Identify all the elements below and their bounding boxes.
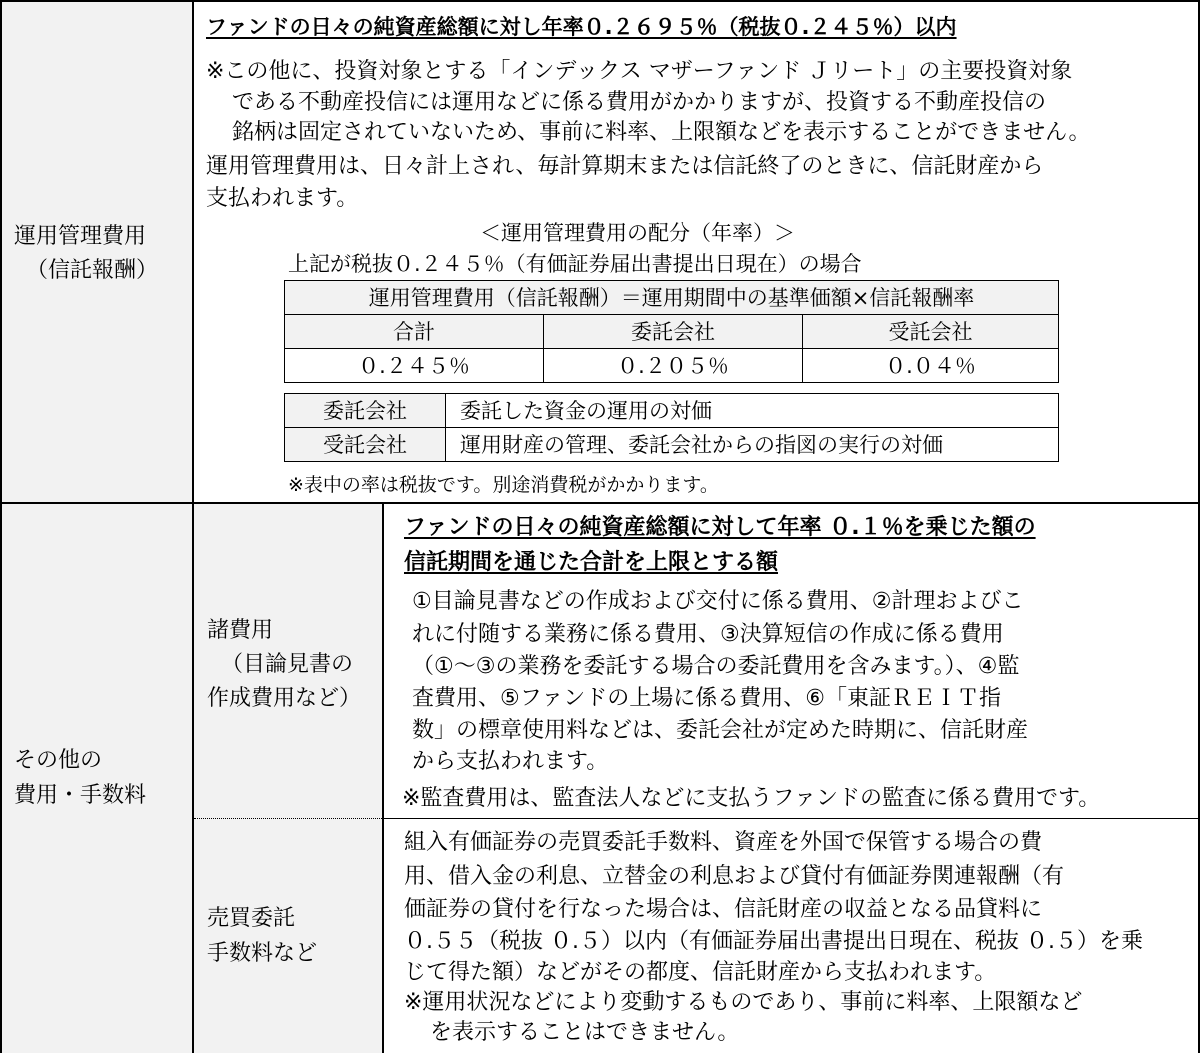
sub2-body-line-3: 価証券の貸付を行なった場合は、信託財産の収益となる品貸料に — [404, 897, 1043, 922]
sub2-body-line-5: じて得た額）などがその都度、信託財産から支払われます。 — [404, 960, 997, 985]
subrow-solid-divider — [384, 818, 1200, 819]
sub2-body-line-2: 用、借入金の利息、立替金の利息および貸付有価証券関連報酬（有 — [404, 864, 1065, 889]
sub1-label-line-2: （目論見書の — [221, 652, 354, 677]
sub1-label-line-3: 作成費用など） — [207, 686, 362, 711]
sub1-body-line-4: 査費用、⑤ファンドの上場に係る費用、⑥「東証ＲＥＩＴ指 — [412, 686, 1002, 711]
sub1-body-line-5: 数」の標章使用料などは、委託会社が定めた時期に、信託財産 — [412, 718, 1029, 743]
sub2-label-line-1: 売買委託 — [207, 906, 296, 931]
allocation-header-total: 合計 — [285, 315, 544, 349]
role-party: 委託会社 — [285, 394, 446, 428]
role-table — [284, 393, 1059, 462]
allocation-header-trustee: 受託会社 — [803, 315, 1059, 349]
row1-label-line-1: 運用管理費用 — [14, 224, 147, 249]
row2-sublabel-cell — [194, 504, 382, 1053]
table-footnote: ※表中の率は税抜です。別途消費税がかかります。 — [288, 474, 719, 496]
allocation-value-total: ０.２４５％ — [285, 349, 544, 383]
role-party: 受託会社 — [285, 428, 446, 462]
allocation-value-trustor: ０.２０５％ — [544, 349, 803, 383]
allocation-table — [284, 280, 1059, 383]
sub2-body-line-4: ０.５５（税抜 ０.５）以内（有価証券届出書提出日現在、税抜 ０.５）を乗 — [404, 929, 1143, 954]
sub1-note: ※監査費用は、監査法人などに支払うファンドの監査に係る費用です。 — [402, 786, 1101, 811]
sub1-heading-line-1: ファンドの日々の純資産総額に対して年率 ０.１％を乗じた額の — [404, 515, 1036, 540]
row2-label-line-1: その他の — [14, 748, 103, 773]
row2-label-cell — [0, 504, 193, 1053]
allocation-header-trustor: 委託会社 — [544, 315, 803, 349]
body-line-2: 支払われます。 — [206, 186, 359, 211]
sub1-body-line-6: から支払われます。 — [412, 749, 609, 774]
sub2-note-line-2: を表示することはできません。 — [430, 1020, 740, 1045]
body-line-1: 運用管理費用は、日々計上され、毎計算期末または信託終了のときに、信託財産から — [206, 154, 1044, 179]
row2-vertical-divider-2 — [382, 504, 384, 1053]
row2-label-line-2: 費用・手数料 — [14, 783, 147, 808]
allocation-title: ＜運用管理費用の配分（年率）＞ — [480, 221, 795, 245]
row1-label-line-2: （信託報酬） — [26, 258, 159, 283]
note-line-3: 銘柄は固定されていないため、事前に料率、上限額などを表示することができません。 — [232, 120, 1091, 145]
sub1-body-line-2: れに付随する業務に係る費用、③決算短信の作成に係る費用 — [412, 622, 1004, 647]
role-row — [285, 394, 1059, 428]
sub1-label-line-1: 諸費用 — [207, 618, 274, 643]
note-line-2: である不動産投信には運用などに係る費用がかかりますが、投資する不動産投信の — [232, 90, 1047, 115]
role-description: 運用財産の管理、委託会社からの指図の実行の対価 — [446, 428, 1059, 462]
note-line-1: ※この他に、投資対象とする「インデックス マザーファンド Ｊリート」の主要投資対象 — [206, 59, 1073, 84]
role-description: 委託した資金の運用の対価 — [446, 394, 1059, 428]
sub2-note-line-1: ※運用状況などにより変動するものであり、事前に料率、上限額など — [404, 990, 1083, 1015]
subrow-dotted-divider — [194, 818, 382, 819]
allocation-formula: 運用管理費用（信託報酬）＝運用期間中の基準価額×信託報酬率 — [285, 281, 1059, 315]
sub1-heading-line-2: 信託期間を通じた合計を上限とする額 — [404, 550, 779, 575]
sub2-body-line-1: 組入有価証券の売買委託手数料、資産を外国で保管する場合の費 — [404, 830, 1043, 855]
sub1-body-line-1: ①目論見書などの作成および交付に係る費用、②計理およびこ — [412, 589, 1024, 614]
allocation-subtitle: 上記が税抜０.２４５％（有価証券届出書提出日現在）の場合 — [288, 252, 862, 276]
fee-heading: ファンドの日々の純資産総額に対し年率０.２６９５％（税抜０.２４５％）以内 — [206, 15, 957, 39]
row1-vertical-divider — [192, 0, 194, 503]
role-row — [285, 428, 1059, 462]
allocation-value-trustee: ０.０４％ — [803, 349, 1059, 383]
row2-vertical-divider-1 — [192, 504, 194, 1053]
sub1-body-line-3: （①～③の業務を委託する場合の委託費用を含みます。）、④監 — [412, 654, 1020, 679]
sub2-label-line-2: 手数料など — [207, 941, 318, 966]
